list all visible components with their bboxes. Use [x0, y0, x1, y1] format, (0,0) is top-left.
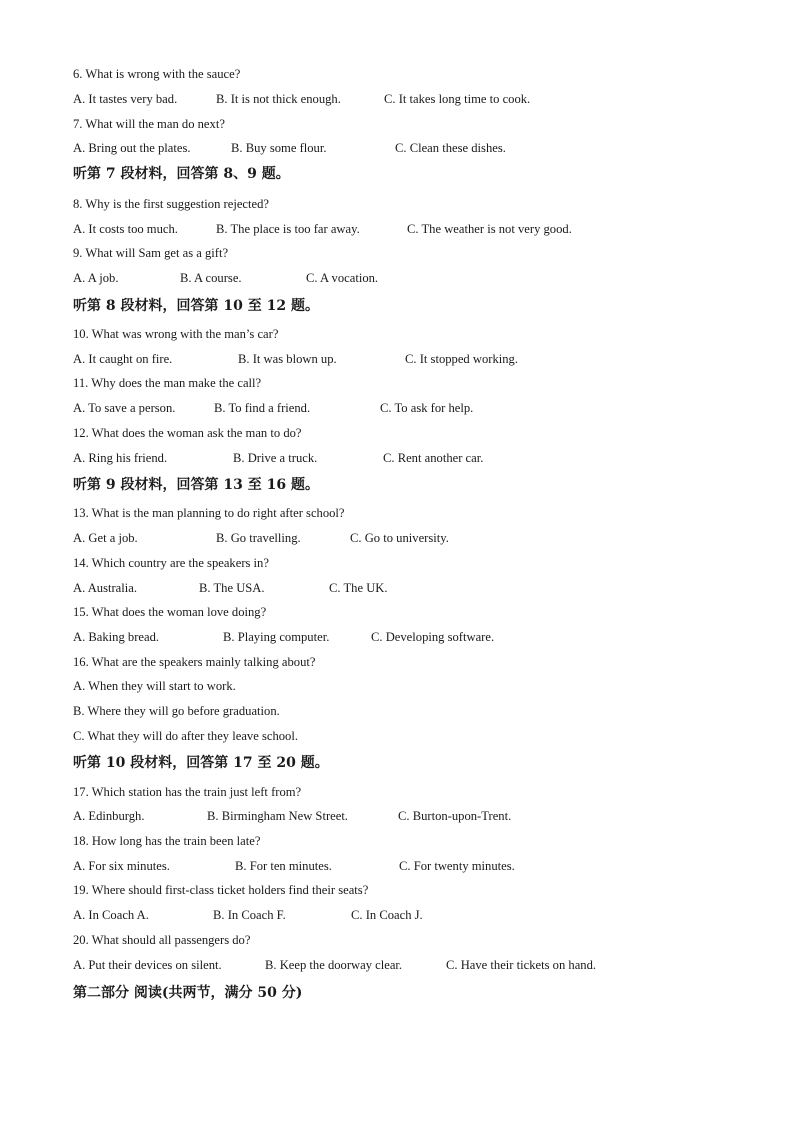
answer-option: C. Have their tickets on hand.	[446, 958, 597, 972]
answer-option: B. It was blown up.	[238, 352, 337, 366]
answer-option: A. Edinburgh.	[73, 809, 145, 823]
options-row	[73, 91, 774, 107]
options-row	[73, 858, 774, 874]
options-row	[73, 957, 774, 973]
options-row	[73, 629, 774, 645]
options-row	[73, 530, 774, 546]
answer-option: B. Birmingham New Street.	[207, 809, 348, 823]
section-heading: 听第 8 段材料，回答第 10 至 12 题。	[73, 298, 319, 314]
answer-option: B. Where they will go before graduation.	[73, 704, 280, 718]
answer-option: C. The UK.	[329, 581, 388, 595]
answer-option: C. Burton-upon-Trent.	[398, 809, 512, 823]
answer-option: A. Australia.	[73, 581, 138, 595]
answer-option: A. A job.	[73, 271, 119, 285]
answer-option: C. The weather is not very good.	[407, 222, 572, 236]
answer-option: A. To save a person.	[73, 401, 176, 415]
answer-option: A. When they will start to work.	[73, 679, 236, 693]
answer-option: A. It tastes very bad.	[73, 92, 178, 106]
answer-option: C. It takes long time to cook.	[384, 92, 531, 106]
answer-option: C. For twenty minutes.	[399, 859, 515, 873]
question-text: 6. What is wrong with the sauce?	[73, 67, 241, 81]
options-row	[73, 140, 774, 156]
answer-option: B. It is not thick enough.	[216, 92, 341, 106]
answer-option: A. Get a job.	[73, 531, 138, 545]
options-row	[73, 808, 774, 824]
answer-option: B. Buy some flour.	[231, 141, 327, 155]
answer-option: A. It caught on fire.	[73, 352, 173, 366]
options-row	[73, 450, 774, 466]
options-row	[73, 221, 774, 237]
answer-option: C. To ask for help.	[380, 401, 474, 415]
answer-option: C. A vocation.	[306, 271, 379, 285]
answer-option: B. In Coach F.	[213, 908, 286, 922]
answer-option: B. For ten minutes.	[235, 859, 332, 873]
options-row	[73, 580, 774, 596]
section-heading: 听第 7 段材料，回答第 8、9 题。	[73, 166, 290, 182]
question-text: 18. How long has the train been late?	[73, 834, 261, 848]
question-text: 10. What was wrong with the man’s car?	[73, 327, 279, 341]
question-text: 13. What is the man planning to do right after school?	[73, 506, 345, 520]
answer-option: A. Bring out the plates.	[73, 141, 191, 155]
question-text: 12. What does the woman ask the man to do?	[73, 426, 302, 440]
answer-option: A. Put their devices on silent.	[73, 958, 222, 972]
question-text: 15. What does the woman love doing?	[73, 605, 267, 619]
answer-option: B. The USA.	[199, 581, 265, 595]
options-row	[73, 270, 774, 286]
question-text: 17. Which station has the train just left from?	[73, 785, 302, 799]
answer-option: C. In Coach J.	[351, 908, 423, 922]
answer-option: A. In Coach A.	[73, 908, 149, 922]
question-text: 11. Why does the man make the call?	[73, 376, 262, 390]
question-text: 14. Which country are the speakers in?	[73, 556, 269, 570]
answer-option: C. Clean these dishes.	[395, 141, 506, 155]
answer-option: C. Rent another car.	[383, 451, 484, 465]
section-heading: 听第 10 段材料，回答第 17 至 20 题。	[73, 755, 329, 771]
question-text: 16. What are the speakers mainly talking about?	[73, 655, 316, 669]
answer-option: B. Keep the doorway clear.	[265, 958, 403, 972]
answer-option: C. Developing software.	[371, 630, 495, 644]
question-text: 19. Where should first-class ticket holders find their seats?	[73, 883, 369, 897]
question-text: 8. Why is the first suggestion rejected?	[73, 197, 269, 211]
answer-option: C. What they will do after they leave school.	[73, 729, 298, 743]
section-heading: 第二部分 阅读(共两节，满分 50 分)	[73, 985, 303, 1001]
question-text: 9. What will Sam get as a gift?	[73, 246, 229, 260]
options-row	[73, 400, 774, 416]
options-row	[73, 351, 774, 367]
answer-option: B. The place is too far away.	[216, 222, 360, 236]
question-text: 7. What will the man do next?	[73, 117, 225, 131]
answer-option: C. It stopped working.	[405, 352, 518, 366]
answer-option: A. Baking bread.	[73, 630, 160, 644]
answer-option: C. Go to university.	[350, 531, 449, 545]
answer-option: B. Playing computer.	[223, 630, 330, 644]
question-text: 20. What should all passengers do?	[73, 933, 251, 947]
answer-option: B. To find a friend.	[214, 401, 311, 415]
answer-option: B. Drive a truck.	[233, 451, 318, 465]
answer-option: A. It costs too much.	[73, 222, 178, 236]
answer-option: B. A course.	[180, 271, 242, 285]
options-row	[73, 907, 774, 923]
answer-option: A. For six minutes.	[73, 859, 170, 873]
answer-option: B. Go travelling.	[216, 531, 301, 545]
answer-option: A. Ring his friend.	[73, 451, 168, 465]
section-heading: 听第 9 段材料，回答第 13 至 16 题。	[73, 477, 319, 493]
